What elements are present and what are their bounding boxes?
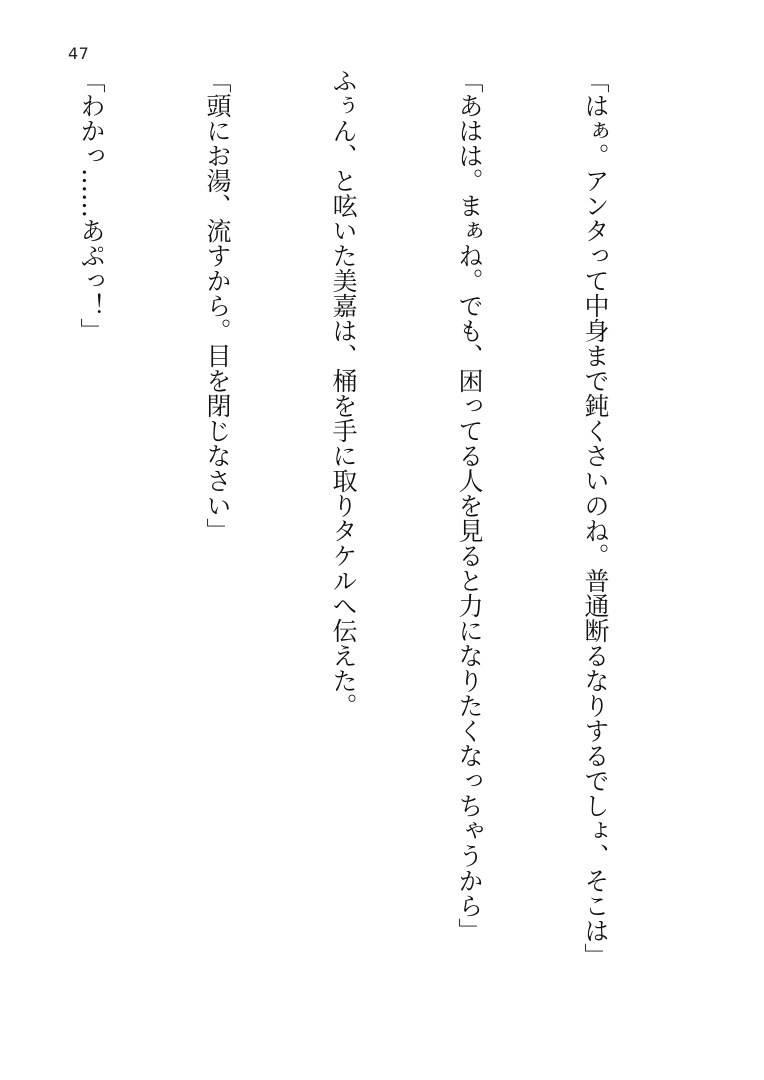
text-line: 「あはは。まぁね。でも、困ってる人を見ると力になりたくなっちゃうから」 [455,68,484,943]
vertical-text-body [0,68,700,1028]
text-line: 「わかっ……あぷっ！」 [77,68,106,343]
text-line: 「はぁ。アンタって中身まで鈍くさいのね。普通断るなりするでしょ、そこは」 [581,68,610,968]
text-line: 「頭にお湯、流すから。目を閉じなさい」 [203,68,232,543]
text-line: ふぅん、と呟いた美嘉は、桶を手に取りタケルへ伝えた。 [329,68,358,718]
page-number: 47 [68,44,90,63]
